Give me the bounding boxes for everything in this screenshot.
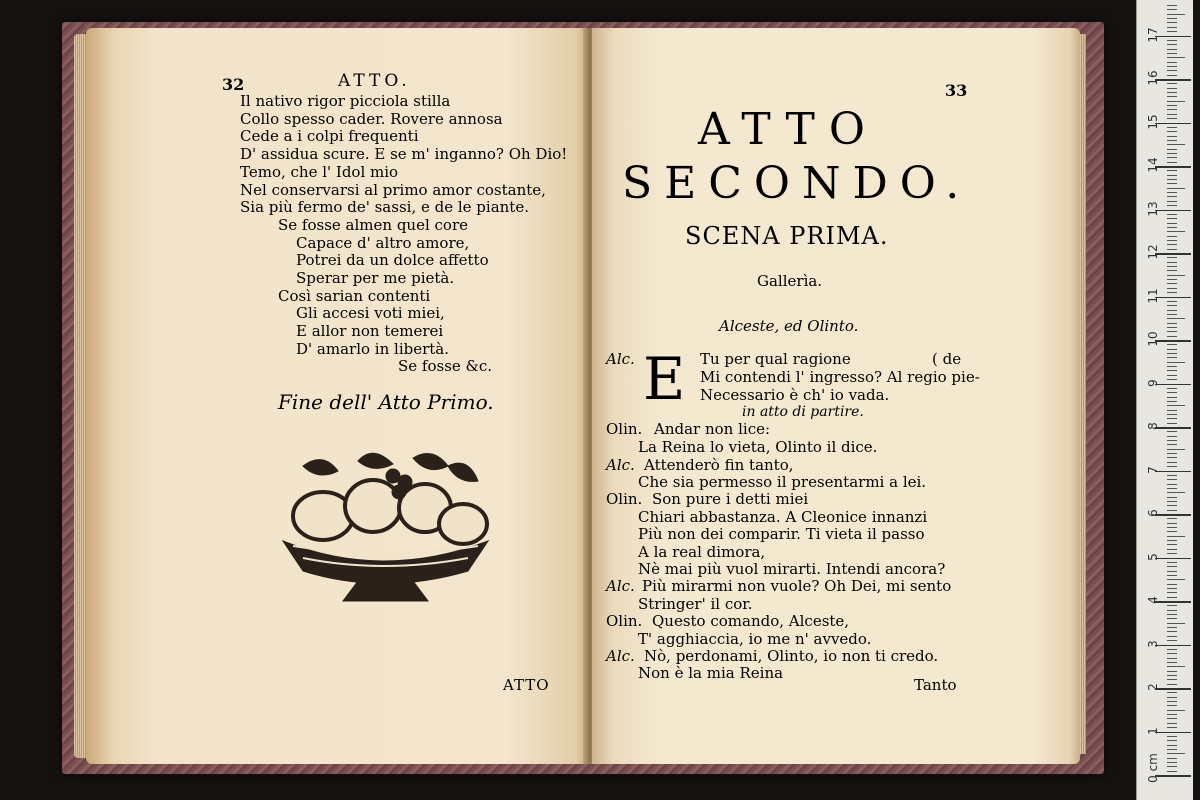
fruit (439, 504, 487, 544)
ruler-tick (1167, 357, 1177, 358)
ruler-tick (1167, 705, 1177, 706)
ruler-number: 13 (1146, 200, 1160, 217)
ruler-tick (1167, 544, 1177, 545)
dialogue-line: Questo comando, Alceste, (652, 612, 850, 630)
ruler-tick (1167, 727, 1177, 728)
ruler-tick (1167, 566, 1177, 567)
ruler-tick (1167, 475, 1177, 476)
ruler-tick (1167, 697, 1177, 698)
ruler-tick (1167, 83, 1177, 84)
dialogue-line: Più non dei comparir. Ti vieta il passo (638, 525, 925, 543)
ruler-number: 5 (1146, 552, 1160, 561)
ruler-tick (1167, 692, 1177, 693)
ruler-tick (1167, 392, 1177, 393)
dialogue-line: Necessario è ch' io vada. (700, 386, 890, 404)
verse-line: Nel conservarsi al primo amor costante, (240, 181, 546, 199)
ruler-tick (1167, 88, 1177, 89)
ruler-tick (1167, 331, 1177, 332)
act-title-line2: SECONDO. (622, 158, 972, 209)
ruler-tick (1167, 627, 1177, 628)
ruler-number: 6 (1146, 509, 1160, 517)
ruler-tick (1167, 540, 1177, 541)
speaker-label: Olin. (606, 490, 643, 508)
ruler-tick (1155, 427, 1191, 429)
dialogue-overflow: ( de (932, 350, 962, 368)
ruler-tick (1167, 610, 1177, 611)
ruler-tick (1167, 118, 1177, 119)
ruler-tick (1155, 558, 1191, 560)
verse-line: Sia più fermo de' sassi, e de le piante. (240, 198, 529, 216)
dialogue-line: Nè mai più vuol mirarti. Intendi ancora? (638, 560, 946, 578)
ruler-tick (1167, 457, 1177, 458)
ruler-tick (1167, 240, 1177, 241)
ruler-tick (1167, 636, 1177, 637)
aria-line: Gli accesi voti miei, (296, 304, 445, 322)
drop-cap-letter: E (643, 345, 686, 413)
ruler-tick (1167, 27, 1177, 28)
ruler-number: 17 (1146, 26, 1160, 43)
ruler-tick (1167, 53, 1177, 54)
ruler-tick (1167, 679, 1177, 680)
ruler-tick (1167, 549, 1177, 550)
ruler-tick (1155, 166, 1191, 168)
ruler-tick (1155, 688, 1191, 690)
ruler-tick (1167, 584, 1177, 585)
ruler-tick (1167, 684, 1177, 685)
ruler-tick (1167, 745, 1177, 746)
ruler-tick (1167, 662, 1177, 663)
ruler-tick (1167, 223, 1177, 224)
ruler-tick (1167, 66, 1177, 67)
ruler-tick (1167, 175, 1177, 176)
ruler-tick (1167, 336, 1177, 337)
ruler-tick (1167, 257, 1177, 258)
ruler-tick (1167, 401, 1177, 402)
ruler-tick (1167, 453, 1177, 454)
dialogue-line: Mi contendi l' ingresso? Al regio pie- (700, 368, 980, 386)
dialogue-line: Chiari abbastanza. A Cleonice innanzi (638, 508, 928, 526)
ruler-tick (1167, 353, 1177, 354)
ruler-tick (1167, 623, 1185, 624)
ruler-tick (1167, 244, 1177, 245)
ruler-number: 16 (1146, 70, 1160, 86)
ruler-tick (1167, 40, 1177, 41)
dialogue-line: Stringer' il cor. (638, 595, 753, 613)
ruler-tick (1155, 601, 1191, 603)
ruler-tick (1167, 18, 1177, 19)
ruler-tick (1167, 270, 1177, 271)
ruler-tick (1167, 714, 1177, 715)
ruler-tick (1167, 301, 1177, 302)
ruler-tick (1167, 479, 1177, 480)
ruler-tick (1167, 379, 1177, 380)
dialogue-line: Andar non lice: (654, 420, 771, 438)
leaf (303, 460, 338, 475)
ruler-tick (1167, 49, 1177, 50)
ruler-tick (1167, 149, 1177, 150)
ruler-tick (1167, 675, 1177, 676)
ruler-tick (1167, 531, 1177, 532)
speaker-label: Olin. (606, 612, 643, 630)
ruler-tick (1167, 127, 1177, 128)
scene-title: SCENA PRIMA. (685, 222, 889, 250)
ruler-tick (1167, 105, 1177, 106)
ruler-tick (1167, 527, 1177, 528)
ruler-tick (1155, 36, 1191, 38)
ruler-tick (1167, 153, 1177, 154)
ruler-tick (1167, 288, 1177, 289)
ruler-tick (1167, 431, 1177, 432)
ruler-number: 14 (1146, 157, 1160, 173)
ruler-number: 12 (1146, 244, 1160, 260)
ruler-tick (1167, 631, 1177, 632)
ruler-tick (1167, 592, 1177, 593)
ruler-number: 4 (1146, 596, 1160, 604)
ruler-tick (1167, 314, 1177, 315)
ruler-number: 15 (1146, 113, 1160, 130)
ruler-tick (1167, 9, 1177, 10)
ruler-tick (1167, 344, 1177, 345)
dialogue-line: Attenderò fin tanto, (644, 456, 794, 474)
basket-foot (343, 581, 428, 601)
stage-direction: in atto di partire. (742, 404, 864, 420)
aria-line: Potrei da un dolce affetto (296, 251, 489, 269)
verse-line: Cede a i colpi frequenti (240, 127, 419, 145)
ruler-tick (1167, 505, 1177, 506)
ruler-tick (1167, 523, 1177, 524)
left-catchword: ATTO (503, 676, 550, 694)
ruler-tick (1167, 136, 1177, 137)
ruler-tick (1167, 22, 1177, 23)
verse-line: Il nativo rigor picciola stilla (240, 92, 451, 110)
dialogue-line: Nò, perdonami, Olinto, io non ti credo. (644, 647, 939, 665)
ruler-tick (1167, 562, 1177, 563)
right-catchword: Tanto (914, 676, 957, 694)
ruler-tick (1167, 144, 1185, 145)
dialogue-line: Non è la mia Reina (638, 664, 784, 682)
ruler-tick (1167, 362, 1185, 363)
ruler-tick (1167, 579, 1185, 580)
basket-bowl (283, 541, 488, 584)
ruler-tick (1167, 131, 1177, 132)
ruler-number: 9 (1146, 378, 1160, 387)
ruler-tick (1167, 275, 1185, 276)
ruler-tick (1167, 588, 1177, 589)
ruler-number: 10 (1146, 331, 1160, 347)
fruit (345, 480, 401, 532)
aria-line: Se fosse almen quel core (278, 216, 468, 234)
ruler-tick (1167, 501, 1177, 502)
dialogue-line: T' agghiaccia, io me n' avvedo. (638, 630, 872, 648)
ruler-tick (1167, 575, 1177, 576)
ruler-tick (1167, 279, 1177, 280)
ruler-tick (1155, 253, 1191, 255)
ruler-tick (1155, 471, 1191, 473)
ruler-tick (1155, 123, 1191, 125)
ruler-tick (1167, 497, 1177, 498)
grape (392, 485, 406, 499)
left-running-head: ATTO. (338, 71, 411, 91)
right-page-number: 33 (945, 81, 968, 100)
ruler-tick (1167, 283, 1177, 284)
ruler-tick (1167, 436, 1177, 437)
ruler-tick (1167, 736, 1177, 737)
ruler-tick (1167, 762, 1177, 763)
ruler-tick (1167, 310, 1177, 311)
dialogue-line: Tu per qual ragione (700, 350, 851, 368)
ruler-tick (1155, 645, 1191, 647)
ruler-number: 3 (1146, 639, 1160, 648)
ruler-tick (1167, 492, 1185, 493)
aria-line: Capace d' altro amore, (296, 234, 470, 252)
ruler-tick (1155, 514, 1191, 516)
scene-characters: Alceste, ed Olinto. (719, 317, 859, 335)
dialogue-line: La Reina lo vieta, Olinto il dice. (638, 438, 878, 456)
fruit-basket-ornament (263, 446, 503, 606)
ruler-tick (1155, 79, 1191, 81)
ruler-tick (1167, 649, 1177, 650)
ruler-tick (1167, 671, 1177, 672)
ruler-tick (1167, 249, 1177, 250)
ruler-tick (1155, 340, 1191, 342)
ruler-tick (1167, 5, 1177, 6)
ruler-tick (1167, 614, 1177, 615)
ruler-tick (1167, 666, 1185, 667)
ruler-tick (1155, 210, 1191, 212)
verse-line: Temo, che l' Idol mio (240, 163, 399, 181)
ruler-tick (1167, 14, 1185, 15)
ruler-tick (1155, 297, 1191, 299)
ruler-tick (1167, 388, 1177, 389)
aria-line: E allor non temerei (296, 322, 444, 340)
left-page-number: 32 (222, 75, 245, 94)
ruler-tick (1167, 488, 1177, 489)
ruler-tick (1167, 723, 1177, 724)
ruler-tick (1167, 510, 1177, 511)
ruler-tick (1167, 366, 1177, 367)
ruler-number: 1 (1146, 726, 1160, 735)
ruler-tick (1167, 753, 1185, 754)
ruler-tick (1167, 701, 1177, 702)
ruler-tick (1167, 449, 1185, 450)
ruler-tick (1167, 196, 1177, 197)
dialogue-line: Più mirarmi non vuole? Oh Dei, mi sento (642, 577, 952, 595)
ruler-tick (1167, 410, 1177, 411)
ruler-tick (1167, 571, 1177, 572)
ruler-tick (1155, 384, 1191, 386)
ruler-tick (1167, 227, 1177, 228)
aria-line: Sperar per me pietà. (296, 269, 455, 287)
dialogue-line: Che sia permesso il presentarmi a lei. (638, 473, 927, 491)
ruler-tick (1167, 518, 1177, 519)
ruler-tick (1167, 462, 1177, 463)
ruler-tick (1155, 775, 1191, 777)
ruler-tick (1167, 653, 1177, 654)
ruler-tick (1167, 262, 1177, 263)
ruler-tick (1167, 183, 1177, 184)
ruler-tick (1167, 397, 1177, 398)
ruler-tick (1167, 114, 1177, 115)
speaker-label: Alc. (606, 456, 635, 474)
ruler-tick (1167, 771, 1177, 772)
ruler-tick (1167, 231, 1185, 232)
ruler-tick (1167, 179, 1177, 180)
ruler-tick (1167, 370, 1177, 371)
ruler-tick (1167, 749, 1177, 750)
ruler-tick (1167, 597, 1177, 598)
ruler-tick (1167, 740, 1177, 741)
ruler-tick (1167, 218, 1177, 219)
aria-line: Così sarian contenti (278, 287, 431, 305)
verse-line: D' assidua scure. E se m' inganno? Oh Dio! (240, 145, 568, 163)
ruler-tick (1167, 236, 1177, 237)
ruler-tick (1167, 484, 1177, 485)
ruler-tick (1167, 423, 1177, 424)
ruler-tick (1167, 658, 1177, 659)
ruler-tick (1167, 618, 1177, 619)
speaker-label: Alc. (606, 647, 635, 665)
scene-setting: Gallerìa. (757, 272, 823, 290)
leaf (448, 463, 478, 481)
verse-line: Collo spesso cader. Rovere annosa (240, 110, 503, 128)
ruler-tick (1167, 157, 1177, 158)
ruler-tick (1167, 327, 1177, 328)
ruler-tick (1167, 766, 1177, 767)
ruler-tick (1167, 109, 1177, 110)
ruler-tick (1167, 75, 1177, 76)
ruler-tick (1167, 214, 1177, 215)
ruler-tick (1167, 405, 1185, 406)
ruler-number: 7 (1146, 465, 1160, 474)
act-title-line1: ATTO (698, 104, 879, 155)
ruler-tick (1167, 444, 1177, 445)
ruler-tick (1167, 710, 1185, 711)
speaker-label: Olin. (606, 420, 643, 438)
dialogue-line: Son pure i detti miei (652, 490, 809, 508)
ruler-tick (1167, 536, 1185, 537)
ruler-tick (1167, 57, 1185, 58)
ruler-tick (1167, 44, 1177, 45)
ruler-tick (1167, 718, 1177, 719)
ruler-tick (1167, 62, 1177, 63)
ruler-tick (1167, 101, 1185, 102)
ruler-tick (1167, 92, 1177, 93)
ruler-tick (1167, 192, 1177, 193)
leaf (358, 453, 393, 468)
ruler-tick (1167, 323, 1177, 324)
ruler-tick (1167, 162, 1177, 163)
ruler-number: 2 (1146, 683, 1160, 691)
ruler-tick (1167, 170, 1177, 171)
ruler-tick (1167, 640, 1177, 641)
ruler-tick (1167, 440, 1177, 441)
ruler-tick (1167, 318, 1185, 319)
measurement-ruler (1136, 0, 1193, 800)
ruler-zero-label: 0 cm (1146, 753, 1160, 783)
dialogue-line: A la real dimora, (638, 543, 766, 561)
ruler-tick (1167, 292, 1177, 293)
ruler-tick (1167, 70, 1177, 71)
ruler-tick (1155, 732, 1191, 734)
ruler-tick (1167, 418, 1177, 419)
speaker-label: Alc. (606, 350, 635, 368)
ruler-tick (1167, 605, 1177, 606)
speaker-label: Alc. (606, 577, 635, 595)
ruler-tick (1167, 414, 1177, 415)
end-of-act-title: Fine dell' Atto Primo. (278, 390, 494, 414)
leaf (413, 454, 448, 470)
ruler-tick (1167, 758, 1177, 759)
ruler-tick (1167, 201, 1177, 202)
aria-refrain: Se fosse &c. (398, 357, 493, 375)
ruler-tick (1167, 140, 1177, 141)
ruler-tick (1167, 349, 1177, 350)
ruler-tick (1167, 31, 1177, 32)
ruler-tick (1167, 466, 1177, 467)
ruler-tick (1167, 188, 1185, 189)
ruler-tick (1167, 375, 1177, 376)
ruler-number: 8 (1146, 422, 1160, 430)
ruler-number: 11 (1146, 287, 1160, 304)
ruler-tick (1167, 205, 1177, 206)
aria-line: D' amarlo in libertà. (296, 340, 450, 358)
ruler-tick (1167, 96, 1177, 97)
ruler-tick (1167, 266, 1177, 267)
ruler-tick (1167, 305, 1177, 306)
ruler-tick (1167, 553, 1177, 554)
